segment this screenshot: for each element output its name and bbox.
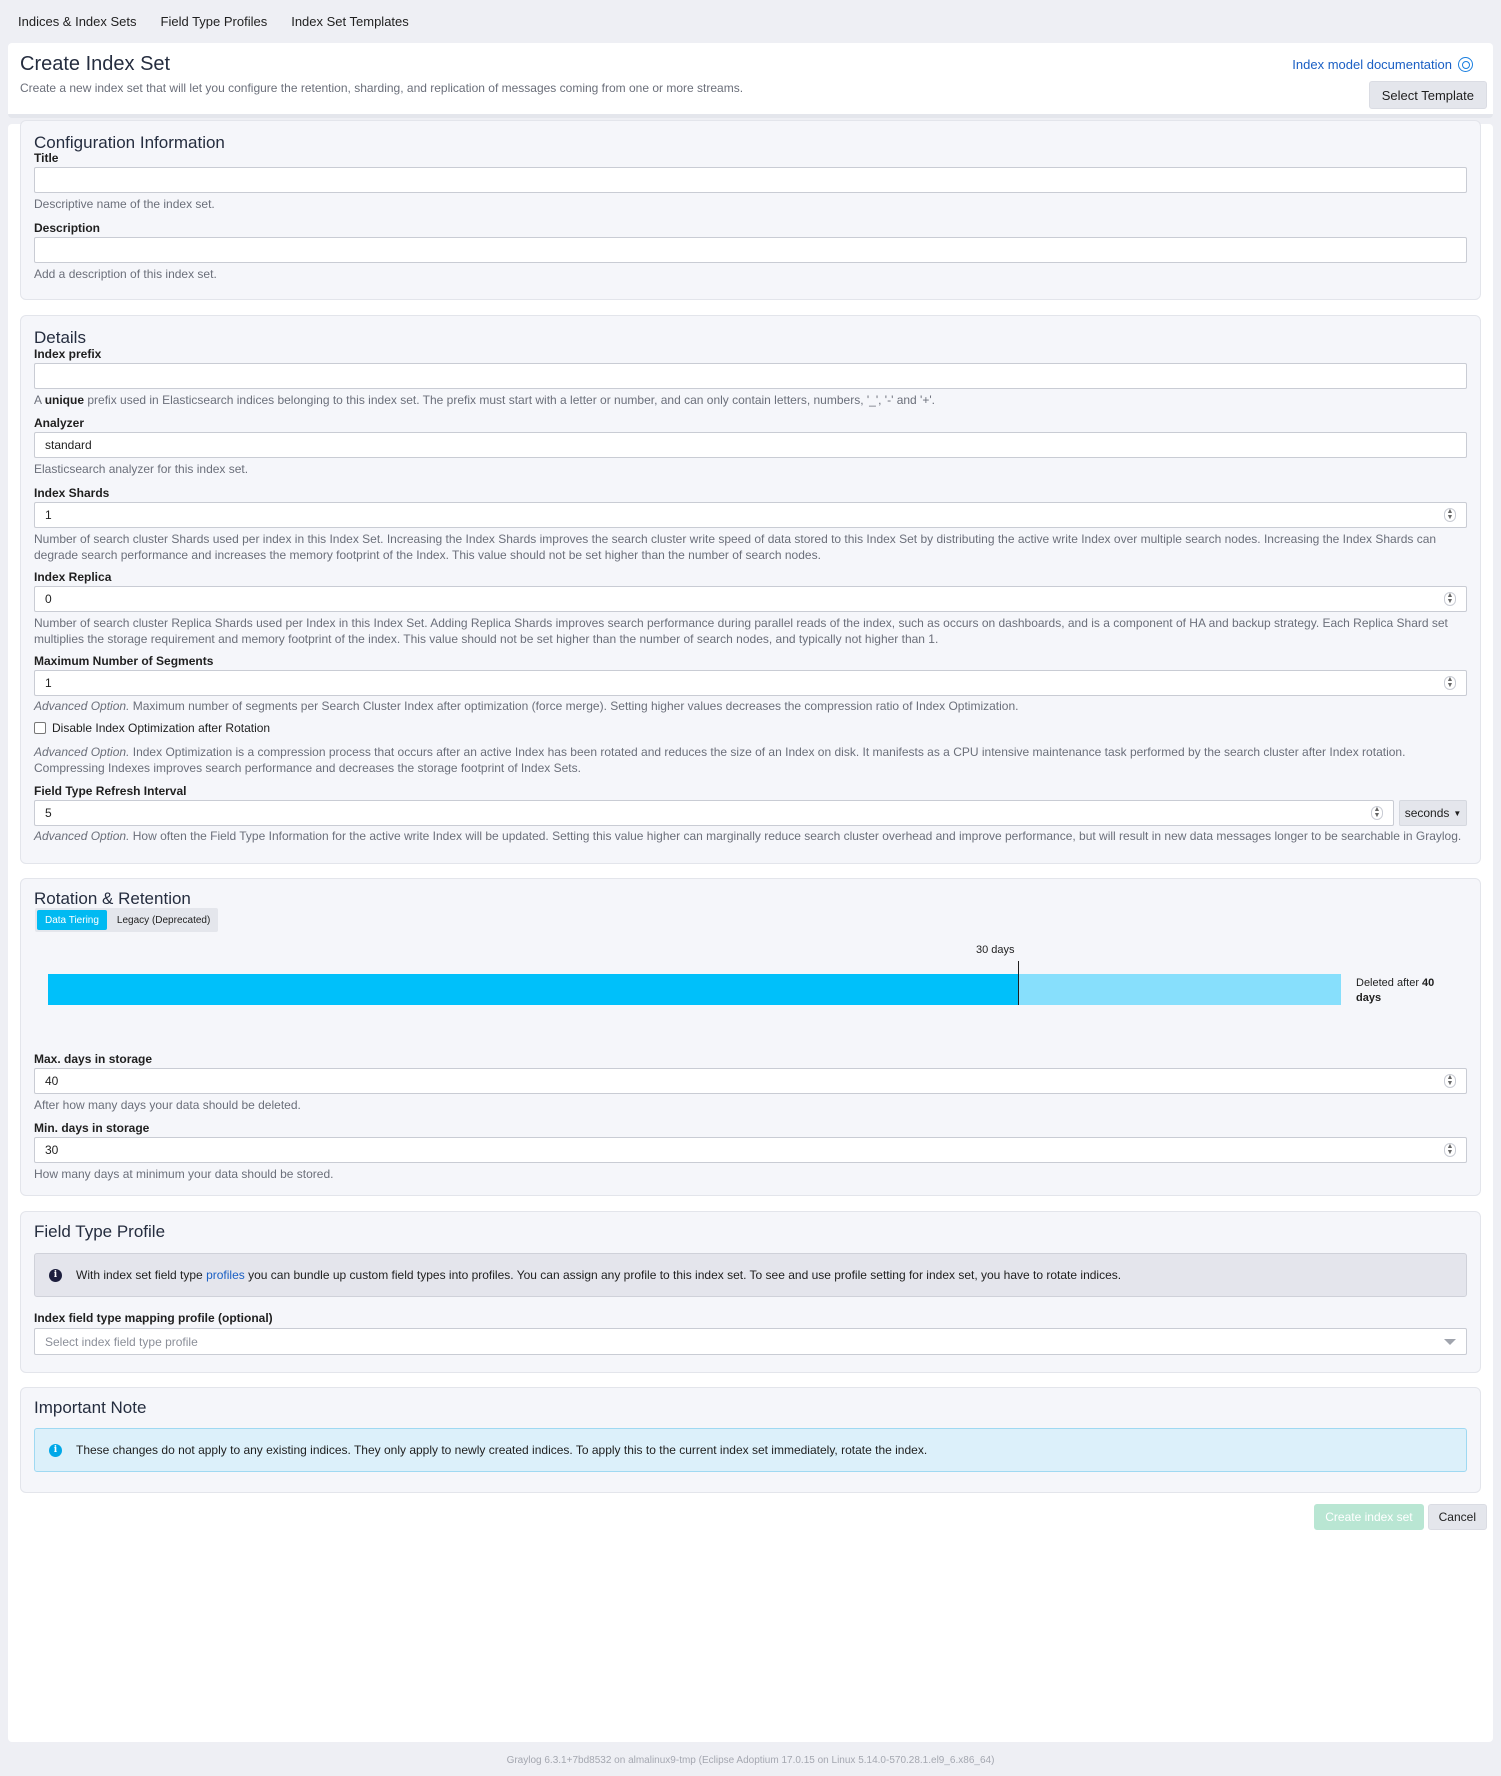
details-panel: [20, 315, 1481, 864]
index-replica-help: Number of search cluster Replica Shards used per Index in this Index Set. Adding Replica Shards improves search performance during parallel reads of the index, such as occurs on dashboards, and is a component of HA and backup strategy. Each Replica Shard set multiplies the storage requirement and memory footprint of the index. This value should not be set higher than the number of search nodes, and typically not higher than 1.: [34, 616, 1448, 646]
description-help: Add a description of this index set.: [34, 267, 217, 281]
mapping-profile-label: Index field type mapping profile (optional): [34, 1311, 273, 1325]
chevron-down-icon: [1444, 1339, 1456, 1345]
mapping-profile-select[interactable]: Select index field type profile: [34, 1328, 1467, 1355]
min-days-label: Min. days in storage: [34, 1121, 150, 1135]
description-input[interactable]: [34, 237, 1467, 263]
cancel-button[interactable]: Cancel: [1428, 1504, 1487, 1530]
refresh-interval-help: Advanced Option. How often the Field Type Information for the active write Index will be updated. Setting this value higher can marginally reduce search cluster overhead and improve performance, but will result in new data messages longer to be searchable in Graylog.: [34, 829, 1462, 843]
min-days-help: How many days at minimum your data should be stored.: [34, 1167, 334, 1181]
number-stepper-icon[interactable]: ▲ ▼: [1444, 508, 1456, 522]
page-title: Create Index Set: [20, 53, 171, 75]
nav-field-type-profiles[interactable]: Field Type Profiles: [160, 13, 268, 29]
index-shards-input[interactable]: 1 ▲ ▼: [34, 502, 1467, 528]
disable-optimization-row[interactable]: [34, 721, 270, 735]
page-description: Create a new index set that will let you configure the retention, sharding, and replication of messages coming from one or more streams.: [20, 81, 744, 95]
tab-data-tiering[interactable]: Data Tiering: [37, 910, 107, 930]
analyzer-label: Analyzer: [34, 416, 85, 430]
profiles-link[interactable]: profiles: [206, 1268, 245, 1282]
refresh-interval-label: Field Type Refresh Interval: [34, 784, 187, 798]
rotation-tabs: [35, 908, 218, 932]
max-segments-label: Maximum Number of Segments: [34, 654, 214, 668]
disable-optimization-label[interactable]: Disable Index Optimization after Rotation: [52, 721, 271, 735]
title-input[interactable]: [34, 167, 1467, 193]
warm-tier-bar: [1018, 974, 1341, 1005]
analyzer-input[interactable]: standard: [34, 432, 1467, 458]
description-label: Description: [34, 221, 101, 235]
title-label: Title: [34, 151, 59, 165]
hot-tier-bar: [48, 974, 1018, 1005]
info-icon: i: [49, 1444, 62, 1457]
page-header: [8, 43, 1493, 118]
nav-index-set-templates[interactable]: Index Set Templates: [291, 13, 409, 29]
max-segments-input[interactable]: 1 ▲ ▼: [34, 670, 1467, 696]
max-segments-help: Advanced Option. Maximum number of segments per Search Cluster Index after optimization (force merge). Setting higher values decreases the compression ratio of Index Optimization.: [34, 699, 1019, 713]
index-prefix-label: Index prefix: [34, 347, 102, 361]
title-help: Descriptive name of the index set.: [34, 197, 215, 211]
number-stepper-icon[interactable]: ▲ ▼: [1444, 1074, 1456, 1088]
profile-title: Field Type Profile: [34, 1222, 166, 1241]
important-note-panel: [20, 1387, 1481, 1493]
number-stepper-icon[interactable]: ▲ ▼: [1371, 806, 1383, 820]
configuration-title: Configuration Information: [34, 133, 225, 152]
deleted-after-label: Deleted after 40 days: [1356, 977, 1435, 1004]
max-days-input[interactable]: 40 ▲ ▼: [34, 1068, 1467, 1094]
documentation-link[interactable]: [1292, 57, 1473, 72]
tier-marker-label: 30 days: [976, 944, 1015, 956]
nav-indices[interactable]: Indices & Index Sets: [18, 13, 137, 29]
lifebuoy-icon: [1458, 57, 1473, 72]
disable-optimization-checkbox[interactable]: [34, 722, 46, 734]
tier-marker: [1018, 961, 1019, 1005]
index-shards-help: Number of search cluster Shards used per index in this Index Set. Increasing the Index Shards improves the search cluster write speed of data stored to this Index Set by distributing the active write Index over multiple search nodes. Increasing the Index Shards can degrade search performance and increases the memory footprint of the Index. This value should not be set higher than the number of search nodes.: [34, 532, 1437, 562]
details-title: Details: [34, 328, 86, 347]
info-icon: i: [49, 1269, 62, 1282]
top-nav: [0, 0, 1501, 42]
number-stepper-icon[interactable]: ▲ ▼: [1444, 1143, 1456, 1157]
configuration-panel: [20, 120, 1481, 300]
index-replica-input[interactable]: 0 ▲ ▼: [34, 586, 1467, 612]
version-footer: Graylog 6.3.1+7bd8532 on almalinux9-tmp (Eclipse Adoptium 17.0.15 on Linux 5.14.0-570.28.1.el9_6.x86_64): [506, 1755, 995, 1766]
index-shards-label: Index Shards: [34, 486, 110, 500]
min-days-input[interactable]: 30 ▲ ▼: [34, 1137, 1467, 1163]
create-index-set-form: [8, 124, 1493, 1742]
tab-legacy[interactable]: Legacy (Deprecated): [116, 914, 211, 926]
rotation-title: Rotation & Retention: [34, 889, 191, 908]
profile-info-text: With index set field type profiles you can bundle up custom field types into profiles. You can assign any profile to this index set. To see and use profile setting for index set, you have to rotate indices.: [76, 1268, 1122, 1282]
disable-optimization-help: Advanced Option. Index Optimization is a compression process that occurs after an active Index has been rotated and reduces the size of an Index on disk. It manifests as a CPU intensive maintenance task performed by the search cluster after Index rotation. Compressing Indexes improves search performance and decreases the storage footprint of Index Sets.: [34, 745, 1406, 775]
field-type-profile-panel: [20, 1211, 1481, 1373]
select-template-button[interactable]: Select Template: [1369, 81, 1487, 109]
number-stepper-icon[interactable]: ▲ ▼: [1444, 676, 1456, 690]
max-days-label: Max. days in storage: [34, 1052, 153, 1066]
note-title: Important Note: [34, 1398, 147, 1417]
note-text: These changes do not apply to any existing indices. They only apply to newly created indices. To apply this to the current index set immediately, rotate the index.: [76, 1443, 928, 1457]
index-prefix-input[interactable]: [34, 363, 1467, 389]
rotation-retention-panel: [20, 878, 1481, 1196]
refresh-unit-dropdown[interactable]: seconds ▼: [1399, 800, 1467, 826]
documentation-link-label[interactable]: Index model documentation: [1292, 57, 1452, 72]
max-days-help: After how many days your data should be deleted.: [34, 1098, 301, 1112]
create-index-set-button[interactable]: Create index set: [1314, 1504, 1423, 1530]
number-stepper-icon[interactable]: ▲ ▼: [1444, 592, 1456, 606]
refresh-interval-input[interactable]: 5 ▲ ▼: [34, 800, 1394, 826]
form-actions: [1314, 1504, 1487, 1530]
note-alert: [34, 1428, 1467, 1472]
analyzer-help: Elasticsearch analyzer for this index set.: [34, 462, 249, 476]
profile-info-alert: [34, 1253, 1467, 1297]
index-prefix-help: A unique prefix used in Elasticsearch indices belonging to this index set. The prefix must start with a letter or number, and can only contain letters, numbers, '_', '-' and '+'.: [34, 393, 935, 407]
caret-down-icon: ▼: [1453, 808, 1462, 818]
index-replica-label: Index Replica: [34, 570, 112, 584]
